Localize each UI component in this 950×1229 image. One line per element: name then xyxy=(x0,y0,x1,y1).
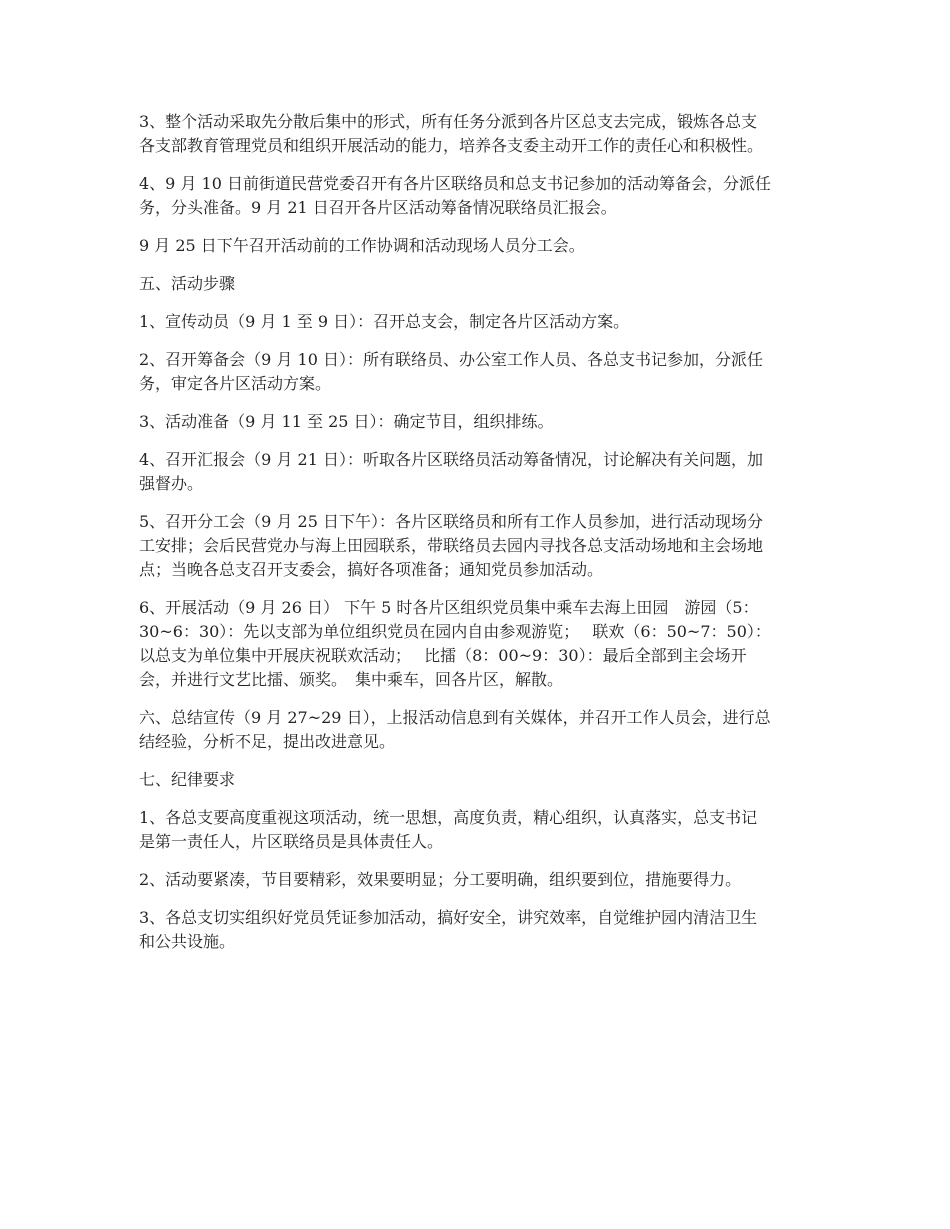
text-line: 务，分头准备。9 月 21 日召开各片区活动筹备情况联络员汇报会。 xyxy=(139,198,617,217)
text-line: 30~6：30）：先以支部为单位组织党员在园内自由参观游览； 联欢（6：50~7：50）： xyxy=(139,622,771,641)
text-line: 4、9 月 10 日前街道民营党委召开有各片区联络员和总支书记参加的活动筹备会，分派任 xyxy=(139,174,771,193)
text-line: 1、各总支要高度重视这项活动，统一思想，高度负责，精心组织，认真落实，总支书记 xyxy=(139,808,758,827)
paragraph xyxy=(139,596,811,692)
paragraph xyxy=(139,806,811,854)
paragraph xyxy=(139,448,811,496)
paragraph xyxy=(139,110,811,158)
text-line: 9 月 25 日下午召开活动前的工作协调和活动现场人员分工会。 xyxy=(139,236,585,255)
text-line: 5、召开分工会（9 月 25 日下午）：各片区联络员和所有工作人员参加，进行活动现场分 xyxy=(139,512,763,531)
text-line: 会，并进行文艺比擂、颁奖。 集中乘车，回各片区，解散。 xyxy=(139,670,564,689)
text-line: 是第一责任人，片区联络员是具体责任人。 xyxy=(139,832,444,851)
text-line: 2、召开筹备会（9 月 10 日）：所有联络员、办公室工作人员、各总支书记参加，分派任 xyxy=(139,350,763,369)
text-line: 4、召开汇报会（9 月 21 日）：听取各片区联络员活动筹备情况，讨论解决有关问题，加 xyxy=(139,450,763,469)
paragraph xyxy=(139,906,811,954)
text-line: 结经验，分析不足，提出改进意见。 xyxy=(139,732,396,751)
text-line: 3、整个活动采取先分散后集中的形式，所有任务分派到各片区总支去完成，锻炼各总支 xyxy=(139,112,758,131)
paragraph xyxy=(139,234,811,258)
text-line: 工安排；会后民营党办与海上田园联系，带联络员去园内寻找各总支活动场地和主会场地 xyxy=(139,536,764,555)
text-line: 强督办。 xyxy=(139,474,204,493)
text-line: 2、活动要紧凑，节目要精彩，效果要明显；分工要明确，组织要到位，措施要得力。 xyxy=(139,870,742,889)
text-line: 各支部教育管理党员和组织开展活动的能力，培养各支委主动开工作的责任心和积极性。 xyxy=(139,136,764,155)
paragraph xyxy=(139,310,811,334)
paragraph xyxy=(139,768,811,792)
document-body xyxy=(139,110,811,968)
paragraph xyxy=(139,410,811,434)
text-line: 以总支为单位集中开展庆祝联欢活动； 比擂（8：00~9：30）：最后全部到主会场开 xyxy=(139,646,747,665)
text-line: 七、纪律要求 xyxy=(139,770,236,789)
paragraph xyxy=(139,706,811,754)
text-line: 和公共设施。 xyxy=(139,932,236,951)
paragraph xyxy=(139,348,811,396)
paragraph xyxy=(139,868,811,892)
text-line: 1、宣传动员（9 月 1 至 9 日）：召开总支会，制定各片区活动方案。 xyxy=(139,312,630,331)
paragraph xyxy=(139,272,811,296)
text-line: 6、开展活动（9 月 26 日） 下午 5 时各片区组织党员集中乘车去海上田园 游园（5： xyxy=(139,598,759,617)
text-line: 务，审定各片区活动方案。 xyxy=(139,374,332,393)
text-line: 点；当晚各总支召开支委会，搞好各项准备；通知党员参加活动。 xyxy=(139,560,604,579)
text-line: 3、活动准备（9 月 11 至 25 日）：确定节目，组织排练。 xyxy=(139,412,554,431)
text-line: 六、总结宣传（9 月 27~29 日），上报活动信息到有关媒体，并召开工作人员会，进行总 xyxy=(139,708,771,727)
text-line: 3、各总支切实组织好党员凭证参加活动，搞好安全，讲究效率，自觉维护园内清洁卫生 xyxy=(139,908,758,927)
text-line: 五、活动步骤 xyxy=(139,274,236,293)
paragraph xyxy=(139,172,811,220)
paragraph xyxy=(139,510,811,582)
